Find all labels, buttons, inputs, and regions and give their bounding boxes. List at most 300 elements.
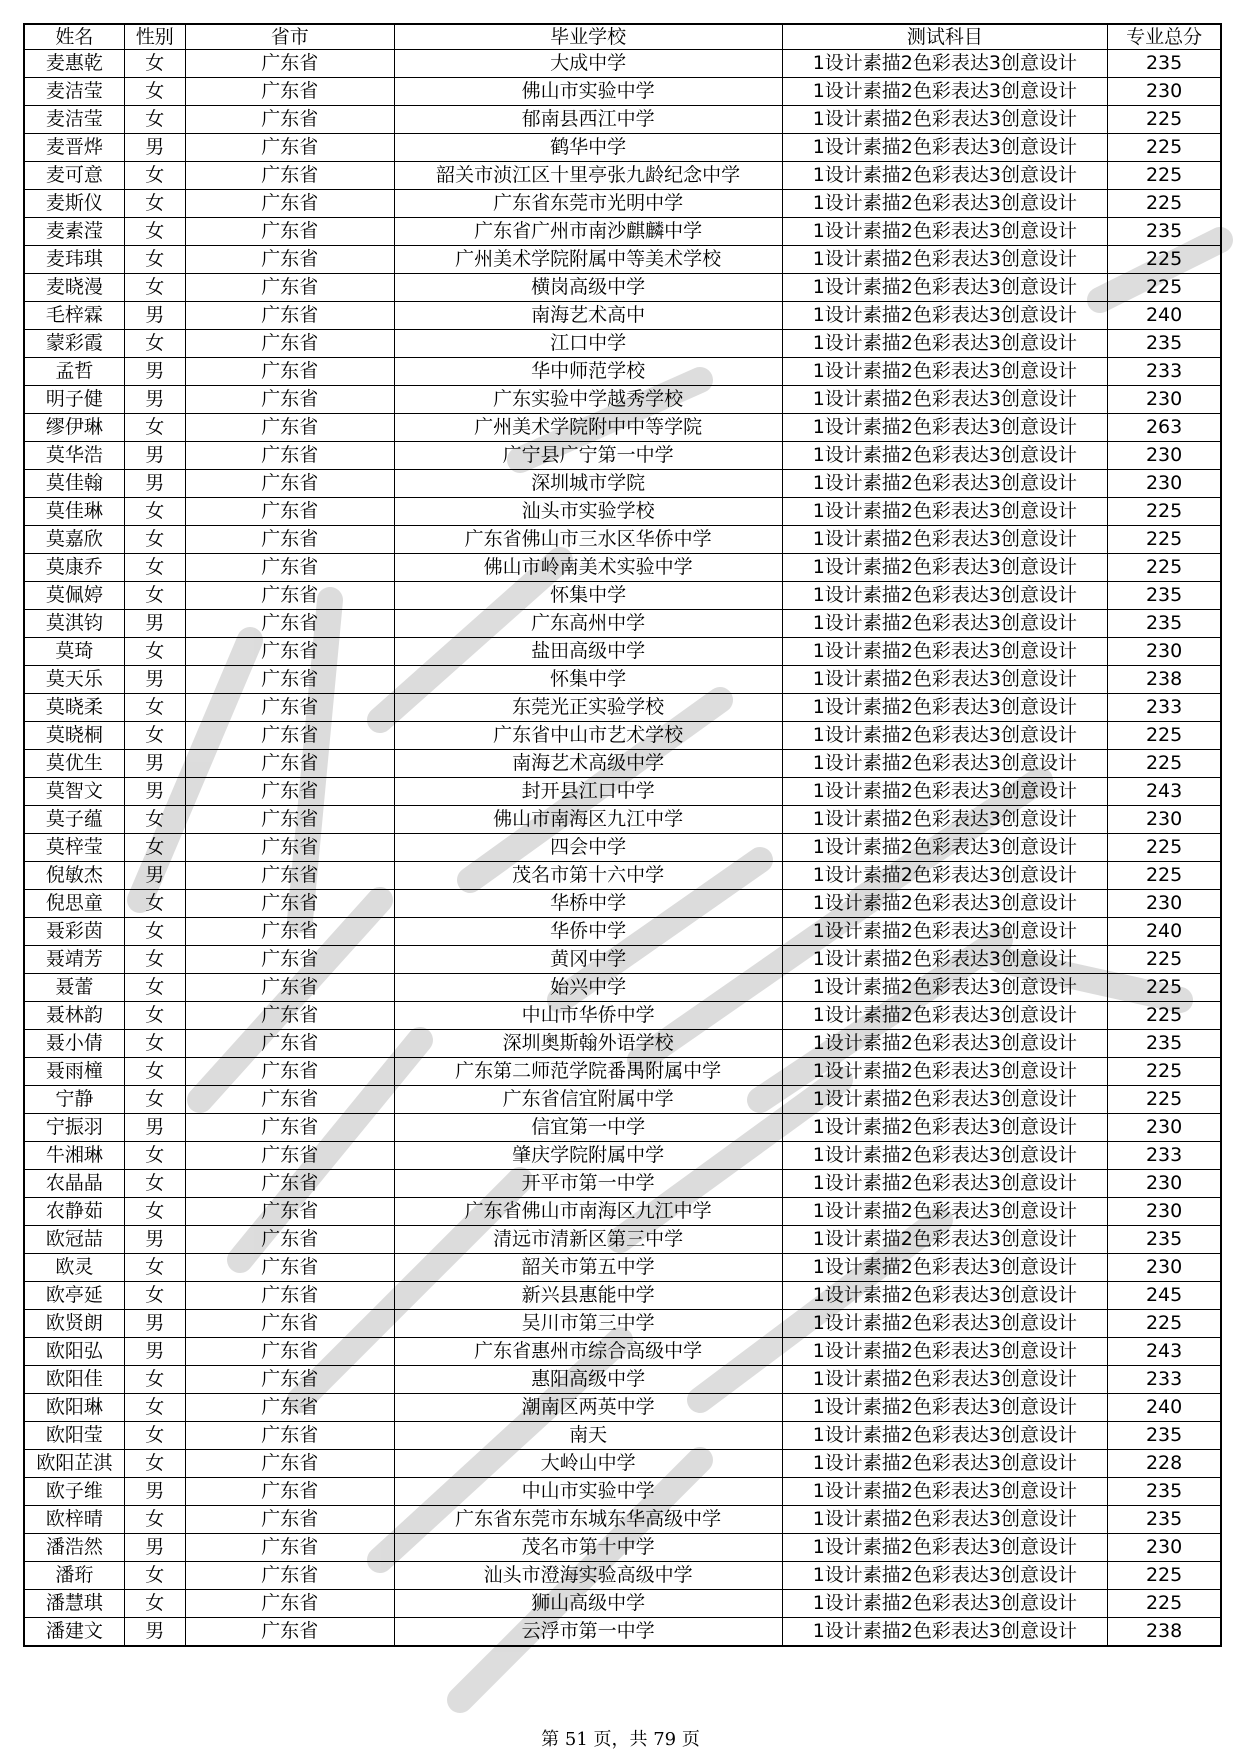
cell-subjects: 1设计素描2色彩表达3创意设计 [782, 1450, 1108, 1478]
cell-subjects: 1设计素描2色彩表达3创意设计 [782, 274, 1108, 302]
table-row [24, 246, 1221, 274]
column-header-province: 省市 [185, 24, 394, 50]
cell-name: 孟哲 [24, 358, 124, 386]
cell-province: 广东省 [185, 470, 394, 498]
cell-subjects: 1设计素描2色彩表达3创意设计 [782, 162, 1108, 190]
cell-name: 莫佳琳 [24, 498, 124, 526]
cell-score: 245 [1108, 1282, 1221, 1310]
cell-score: 230 [1108, 78, 1221, 106]
cell-score: 235 [1108, 1226, 1221, 1254]
cell-name: 莫智文 [24, 778, 124, 806]
cell-name: 欧子维 [24, 1478, 124, 1506]
cell-subjects: 1设计素描2色彩表达3创意设计 [782, 1394, 1108, 1422]
cell-subjects: 1设计素描2色彩表达3创意设计 [782, 1114, 1108, 1142]
cell-name: 莫淇钧 [24, 610, 124, 638]
table-row [24, 330, 1221, 358]
cell-school: 惠阳高级中学 [394, 1366, 782, 1394]
cell-score: 225 [1108, 190, 1221, 218]
cell-province: 广东省 [185, 1450, 394, 1478]
cell-school: 广东省东莞市东城东华高级中学 [394, 1506, 782, 1534]
cell-province: 广东省 [185, 1366, 394, 1394]
cell-school: 南海艺术高级中学 [394, 750, 782, 778]
cell-province: 广东省 [185, 1534, 394, 1562]
cell-name: 明子健 [24, 386, 124, 414]
cell-subjects: 1设计素描2色彩表达3创意设计 [782, 330, 1108, 358]
table-row [24, 1534, 1221, 1562]
cell-name: 莫晓桐 [24, 722, 124, 750]
cell-score: 225 [1108, 1310, 1221, 1338]
cell-name: 宁振羽 [24, 1114, 124, 1142]
cell-province: 广东省 [185, 890, 394, 918]
table-row [24, 470, 1221, 498]
table-row [24, 190, 1221, 218]
cell-name: 莫嘉欣 [24, 526, 124, 554]
cell-province: 广东省 [185, 246, 394, 274]
cell-score: 230 [1108, 890, 1221, 918]
cell-school: 大成中学 [394, 50, 782, 78]
cell-name: 牛湘琳 [24, 1142, 124, 1170]
cell-score: 233 [1108, 1142, 1221, 1170]
cell-name: 麦玮琪 [24, 246, 124, 274]
table-row [24, 1366, 1221, 1394]
cell-score: 225 [1108, 498, 1221, 526]
cell-school: 华中师范学校 [394, 358, 782, 386]
cell-name: 麦惠乾 [24, 50, 124, 78]
cell-gender: 男 [124, 1310, 185, 1338]
cell-province: 广东省 [185, 50, 394, 78]
cell-province: 广东省 [185, 106, 394, 134]
cell-gender: 男 [124, 358, 185, 386]
cell-score: 225 [1108, 1590, 1221, 1618]
cell-subjects: 1设计素描2色彩表达3创意设计 [782, 750, 1108, 778]
cell-score: 240 [1108, 918, 1221, 946]
cell-subjects: 1设计素描2色彩表达3创意设计 [782, 610, 1108, 638]
cell-province: 广东省 [185, 1422, 394, 1450]
cell-name: 倪敏杰 [24, 862, 124, 890]
cell-school: 黄冈中学 [394, 946, 782, 974]
cell-gender: 女 [124, 1030, 185, 1058]
cell-name: 欧亭延 [24, 1282, 124, 1310]
cell-gender: 男 [124, 442, 185, 470]
cell-gender: 女 [124, 78, 185, 106]
cell-score: 238 [1108, 1618, 1221, 1647]
cell-subjects: 1设计素描2色彩表达3创意设计 [782, 862, 1108, 890]
cell-province: 广东省 [185, 498, 394, 526]
cell-gender: 女 [124, 1422, 185, 1450]
cell-gender: 女 [124, 246, 185, 274]
table-row [24, 106, 1221, 134]
cell-score: 235 [1108, 1030, 1221, 1058]
cell-gender: 女 [124, 694, 185, 722]
cell-score: 225 [1108, 946, 1221, 974]
cell-subjects: 1设计素描2色彩表达3创意设计 [782, 554, 1108, 582]
cell-gender: 女 [124, 1506, 185, 1534]
cell-gender: 女 [124, 722, 185, 750]
cell-province: 广东省 [185, 218, 394, 246]
cell-subjects: 1设计素描2色彩表达3创意设计 [782, 190, 1108, 218]
cell-subjects: 1设计素描2色彩表达3创意设计 [782, 1478, 1108, 1506]
cell-subjects: 1设计素描2色彩表达3创意设计 [782, 498, 1108, 526]
cell-province: 广东省 [185, 750, 394, 778]
cell-name: 麦斯仪 [24, 190, 124, 218]
cell-subjects: 1设计素描2色彩表达3创意设计 [782, 1226, 1108, 1254]
table-row [24, 862, 1221, 890]
cell-school: 广东省佛山市南海区九江中学 [394, 1198, 782, 1226]
cell-province: 广东省 [185, 358, 394, 386]
cell-subjects: 1设计素描2色彩表达3创意设计 [782, 1366, 1108, 1394]
table-row [24, 638, 1221, 666]
cell-province: 广东省 [185, 1562, 394, 1590]
table-row [24, 442, 1221, 470]
cell-school: 怀集中学 [394, 582, 782, 610]
cell-score: 230 [1108, 638, 1221, 666]
cell-province: 广东省 [185, 442, 394, 470]
cell-score: 233 [1108, 358, 1221, 386]
table-row [24, 1422, 1221, 1450]
cell-school: 南海艺术高中 [394, 302, 782, 330]
table-row [24, 1450, 1221, 1478]
cell-score: 225 [1108, 526, 1221, 554]
cell-score: 225 [1108, 274, 1221, 302]
cell-score: 228 [1108, 1450, 1221, 1478]
cell-province: 广东省 [185, 610, 394, 638]
cell-school: 东莞光正实验学校 [394, 694, 782, 722]
table-row [24, 1394, 1221, 1422]
cell-province: 广东省 [185, 946, 394, 974]
cell-name: 聂雨橦 [24, 1058, 124, 1086]
cell-score: 235 [1108, 1506, 1221, 1534]
cell-province: 广东省 [185, 1338, 394, 1366]
table-row [24, 302, 1221, 330]
cell-score: 230 [1108, 1114, 1221, 1142]
header-row [24, 24, 1221, 50]
table-row [24, 1030, 1221, 1058]
table-row [24, 610, 1221, 638]
cell-subjects: 1设计素描2色彩表达3创意设计 [782, 1086, 1108, 1114]
cell-name: 欧阳琳 [24, 1394, 124, 1422]
table-row [24, 1618, 1221, 1647]
cell-subjects: 1设计素描2色彩表达3创意设计 [782, 106, 1108, 134]
cell-province: 广东省 [185, 386, 394, 414]
column-header-subjects: 测试科目 [782, 24, 1108, 50]
cell-school: 华桥中学 [394, 890, 782, 918]
cell-province: 广东省 [185, 1030, 394, 1058]
cell-gender: 女 [124, 526, 185, 554]
cell-province: 广东省 [185, 918, 394, 946]
cell-gender: 女 [124, 918, 185, 946]
cell-gender: 女 [124, 946, 185, 974]
cell-school: 茂名市第十六中学 [394, 862, 782, 890]
cell-subjects: 1设计素描2色彩表达3创意设计 [782, 638, 1108, 666]
cell-province: 广东省 [185, 1142, 394, 1170]
table-row [24, 890, 1221, 918]
cell-gender: 女 [124, 50, 185, 78]
cell-subjects: 1设计素描2色彩表达3创意设计 [782, 470, 1108, 498]
cell-province: 广东省 [185, 330, 394, 358]
table-row [24, 946, 1221, 974]
cell-score: 225 [1108, 106, 1221, 134]
cell-school: 华侨中学 [394, 918, 782, 946]
cell-gender: 男 [124, 1534, 185, 1562]
column-header-total-score: 专业总分 [1108, 24, 1221, 50]
cell-score: 235 [1108, 582, 1221, 610]
cell-subjects: 1设计素描2色彩表达3创意设计 [782, 1142, 1108, 1170]
cell-school: 广东省中山市艺术学校 [394, 722, 782, 750]
cell-score: 235 [1108, 218, 1221, 246]
cell-name: 聂小倩 [24, 1030, 124, 1058]
cell-subjects: 1设计素描2色彩表达3创意设计 [782, 1422, 1108, 1450]
cell-school: 广东省东莞市光明中学 [394, 190, 782, 218]
cell-subjects: 1设计素描2色彩表达3创意设计 [782, 946, 1108, 974]
table-row [24, 778, 1221, 806]
cell-province: 广东省 [185, 162, 394, 190]
table-row [24, 1226, 1221, 1254]
table-row [24, 834, 1221, 862]
cell-province: 广东省 [185, 1254, 394, 1282]
cell-gender: 男 [124, 750, 185, 778]
cell-gender: 女 [124, 498, 185, 526]
cell-province: 广东省 [185, 1086, 394, 1114]
cell-subjects: 1设计素描2色彩表达3创意设计 [782, 1590, 1108, 1618]
cell-score: 235 [1108, 330, 1221, 358]
cell-province: 广东省 [185, 862, 394, 890]
cell-gender: 女 [124, 162, 185, 190]
cell-province: 广东省 [185, 302, 394, 330]
cell-school: 云浮市第一中学 [394, 1618, 782, 1647]
cell-subjects: 1设计素描2色彩表达3创意设计 [782, 582, 1108, 610]
cell-name: 宁静 [24, 1086, 124, 1114]
cell-subjects: 1设计素描2色彩表达3创意设计 [782, 1338, 1108, 1366]
cell-name: 麦洁莹 [24, 106, 124, 134]
table-row [24, 1282, 1221, 1310]
cell-school: 潮南区两英中学 [394, 1394, 782, 1422]
cell-gender: 男 [124, 778, 185, 806]
cell-score: 225 [1108, 246, 1221, 274]
cell-school: 广州美术学院附属中等美术学校 [394, 246, 782, 274]
cell-name: 麦洁莹 [24, 78, 124, 106]
cell-gender: 女 [124, 218, 185, 246]
table-row [24, 50, 1221, 78]
cell-school: 中山市实验中学 [394, 1478, 782, 1506]
cell-gender: 男 [124, 302, 185, 330]
table-row [24, 386, 1221, 414]
cell-name: 欧贤朗 [24, 1310, 124, 1338]
cell-score: 243 [1108, 778, 1221, 806]
cell-school: 韶关市第五中学 [394, 1254, 782, 1282]
table-row [24, 918, 1221, 946]
cell-name: 欧冠喆 [24, 1226, 124, 1254]
cell-subjects: 1设计素描2色彩表达3创意设计 [782, 974, 1108, 1002]
cell-gender: 男 [124, 1478, 185, 1506]
table-row [24, 722, 1221, 750]
cell-school: 肇庆学院附属中学 [394, 1142, 782, 1170]
cell-province: 广东省 [185, 1618, 394, 1647]
table-row [24, 554, 1221, 582]
cell-score: 225 [1108, 750, 1221, 778]
cell-province: 广东省 [185, 1310, 394, 1338]
cell-province: 广东省 [185, 974, 394, 1002]
cell-name: 农晶晶 [24, 1170, 124, 1198]
cell-province: 广东省 [185, 134, 394, 162]
cell-subjects: 1设计素描2色彩表达3创意设计 [782, 1198, 1108, 1226]
cell-score: 235 [1108, 1422, 1221, 1450]
table-row [24, 1338, 1221, 1366]
cell-gender: 女 [124, 106, 185, 134]
cell-subjects: 1设计素描2色彩表达3创意设计 [782, 778, 1108, 806]
cell-score: 225 [1108, 1562, 1221, 1590]
cell-subjects: 1设计素描2色彩表达3创意设计 [782, 1618, 1108, 1647]
table-row [24, 1114, 1221, 1142]
table-row [24, 1170, 1221, 1198]
cell-name: 潘浩然 [24, 1534, 124, 1562]
cell-province: 广东省 [185, 1394, 394, 1422]
cell-school: 广东第二师范学院番禺附属中学 [394, 1058, 782, 1086]
cell-province: 广东省 [185, 1198, 394, 1226]
cell-gender: 女 [124, 1142, 185, 1170]
cell-score: 230 [1108, 1254, 1221, 1282]
cell-subjects: 1设计素描2色彩表达3创意设计 [782, 1002, 1108, 1030]
table-body [24, 50, 1221, 1647]
table-row [24, 974, 1221, 1002]
cell-school: 广宁县广宁第一中学 [394, 442, 782, 470]
cell-gender: 男 [124, 610, 185, 638]
cell-gender: 男 [124, 1226, 185, 1254]
cell-gender: 女 [124, 1590, 185, 1618]
cell-name: 欧梓晴 [24, 1506, 124, 1534]
cell-school: 信宜第一中学 [394, 1114, 782, 1142]
cell-name: 聂靖芳 [24, 946, 124, 974]
cell-subjects: 1设计素描2色彩表达3创意设计 [782, 1534, 1108, 1562]
cell-gender: 女 [124, 554, 185, 582]
cell-score: 225 [1108, 162, 1221, 190]
cell-gender: 女 [124, 1562, 185, 1590]
cell-score: 233 [1108, 1366, 1221, 1394]
table-row [24, 162, 1221, 190]
cell-score: 230 [1108, 470, 1221, 498]
cell-gender: 女 [124, 274, 185, 302]
cell-province: 广东省 [185, 554, 394, 582]
cell-name: 欧阳佳 [24, 1366, 124, 1394]
cell-school: 广东省佛山市三水区华侨中学 [394, 526, 782, 554]
cell-score: 238 [1108, 666, 1221, 694]
cell-province: 广东省 [185, 1282, 394, 1310]
cell-score: 240 [1108, 1394, 1221, 1422]
cell-subjects: 1设计素描2色彩表达3创意设计 [782, 666, 1108, 694]
cell-gender: 女 [124, 582, 185, 610]
cell-province: 广东省 [185, 1226, 394, 1254]
cell-school: 盐田高级中学 [394, 638, 782, 666]
cell-name: 欧阳弘 [24, 1338, 124, 1366]
cell-name: 潘建文 [24, 1618, 124, 1647]
table-row [24, 358, 1221, 386]
table-row [24, 694, 1221, 722]
table-row [24, 526, 1221, 554]
cell-gender: 女 [124, 1366, 185, 1394]
cell-school: 狮山高级中学 [394, 1590, 782, 1618]
cell-score: 263 [1108, 414, 1221, 442]
cell-name: 莫子蕴 [24, 806, 124, 834]
cell-subjects: 1设计素描2色彩表达3创意设计 [782, 134, 1108, 162]
cell-school: 四会中学 [394, 834, 782, 862]
cell-province: 广东省 [185, 638, 394, 666]
cell-school: 封开县江口中学 [394, 778, 782, 806]
cell-subjects: 1设计素描2色彩表达3创意设计 [782, 1058, 1108, 1086]
cell-score: 225 [1108, 722, 1221, 750]
cell-score: 225 [1108, 862, 1221, 890]
cell-province: 广东省 [185, 1170, 394, 1198]
cell-gender: 男 [124, 666, 185, 694]
column-header-gender: 性别 [124, 24, 185, 50]
cell-gender: 女 [124, 834, 185, 862]
table-row [24, 1086, 1221, 1114]
cell-subjects: 1设计素描2色彩表达3创意设计 [782, 918, 1108, 946]
cell-name: 莫琦 [24, 638, 124, 666]
cell-name: 麦晋烨 [24, 134, 124, 162]
cell-name: 欧灵 [24, 1254, 124, 1282]
table-row [24, 1254, 1221, 1282]
cell-gender: 女 [124, 1394, 185, 1422]
cell-gender: 男 [124, 134, 185, 162]
cell-name: 麦素滢 [24, 218, 124, 246]
table-row [24, 750, 1221, 778]
cell-school: 茂名市第十中学 [394, 1534, 782, 1562]
cell-province: 广东省 [185, 582, 394, 610]
column-header-name: 姓名 [24, 24, 124, 50]
cell-gender: 女 [124, 1086, 185, 1114]
cell-name: 麦可意 [24, 162, 124, 190]
cell-subjects: 1设计素描2色彩表达3创意设计 [782, 1562, 1108, 1590]
cell-subjects: 1设计素描2色彩表达3创意设计 [782, 414, 1108, 442]
cell-name: 聂蕾 [24, 974, 124, 1002]
cell-subjects: 1设计素描2色彩表达3创意设计 [782, 834, 1108, 862]
cell-gender: 女 [124, 190, 185, 218]
table-row [24, 666, 1221, 694]
cell-school: 南天 [394, 1422, 782, 1450]
cell-subjects: 1设计素描2色彩表达3创意设计 [782, 1282, 1108, 1310]
cell-score: 225 [1108, 1086, 1221, 1114]
cell-name: 莫佳翰 [24, 470, 124, 498]
cell-subjects: 1设计素描2色彩表达3创意设计 [782, 218, 1108, 246]
cell-subjects: 1设计素描2色彩表达3创意设计 [782, 722, 1108, 750]
table-row [24, 498, 1221, 526]
table-row [24, 134, 1221, 162]
cell-score: 230 [1108, 1534, 1221, 1562]
cell-gender: 女 [124, 414, 185, 442]
table-row [24, 1590, 1221, 1618]
cell-school: 深圳奥斯翰外语学校 [394, 1030, 782, 1058]
cell-province: 广东省 [185, 778, 394, 806]
cell-school: 清远市清新区第三中学 [394, 1226, 782, 1254]
cell-name: 莫梓莹 [24, 834, 124, 862]
cell-score: 225 [1108, 134, 1221, 162]
cell-subjects: 1设计素描2色彩表达3创意设计 [782, 890, 1108, 918]
cell-name: 莫华浩 [24, 442, 124, 470]
cell-name: 倪思童 [24, 890, 124, 918]
page-footer: 第 51 页，共 79 页 [541, 1729, 700, 1750]
cell-gender: 男 [124, 1338, 185, 1366]
table-row [24, 806, 1221, 834]
cell-name: 潘慧琪 [24, 1590, 124, 1618]
cell-subjects: 1设计素描2色彩表达3创意设计 [782, 806, 1108, 834]
cell-school: 广东实验中学越秀学校 [394, 386, 782, 414]
cell-school: 佛山市南海区九江中学 [394, 806, 782, 834]
cell-score: 230 [1108, 806, 1221, 834]
cell-subjects: 1设计素描2色彩表达3创意设计 [782, 78, 1108, 106]
table-row [24, 1310, 1221, 1338]
cell-name: 农静茹 [24, 1198, 124, 1226]
cell-name: 聂林韵 [24, 1002, 124, 1030]
cell-school: 佛山市实验中学 [394, 78, 782, 106]
